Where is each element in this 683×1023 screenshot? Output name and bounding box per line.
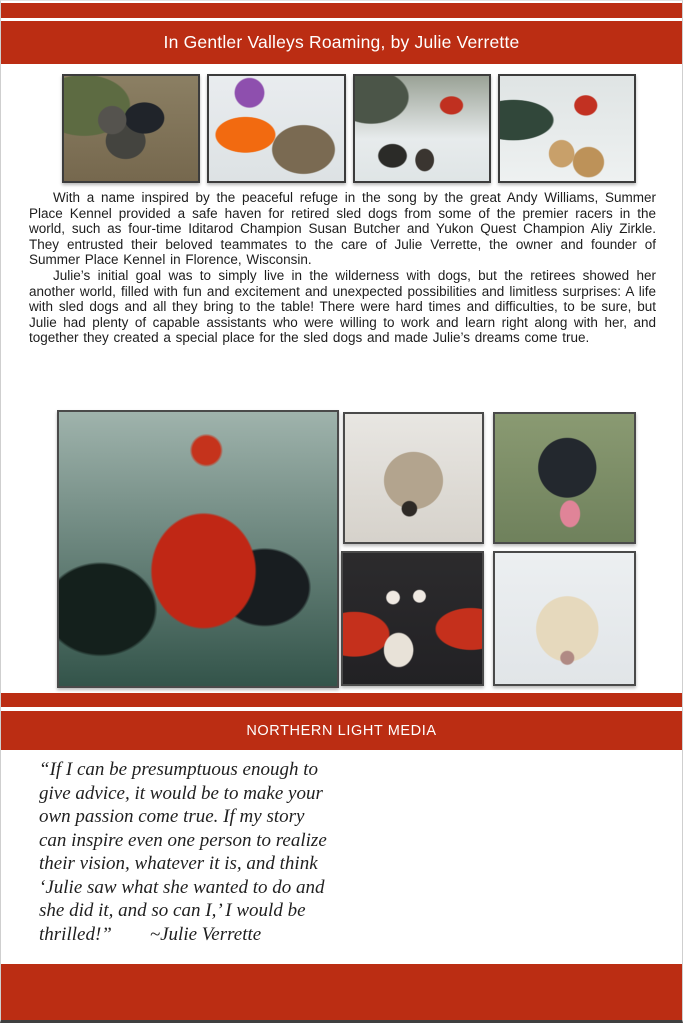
photo-child-petting-dog [207, 74, 345, 183]
top-photo-row [62, 74, 636, 183]
media-accent-strip [1, 693, 682, 707]
article-paragraph-1: With a name inspired by the peaceful refuge in the song by the great Andy Williams, Summer Place Kennel provided a safe haven for retired sled dogs from some of the premier racers in the world, such as four-time Iditarod Champion Susan Butcher and Yukon Quest Champion Aliy Zirkle. They entrusted their beloved teammates to the care of Julie Verrette, the owner and founder of Summer Place Kennel in Florence, Wisconsin. [29, 190, 656, 268]
photo-gray-husky-portrait [343, 412, 484, 544]
photo-two-sled-dogs-running [62, 74, 200, 183]
quote-line: can inspire even one person to realize [39, 829, 327, 851]
title-band [1, 21, 682, 64]
photo-person-with-puppies [498, 74, 636, 183]
photo-white-dog-snow [493, 551, 636, 686]
photo-julie-with-dogs [57, 410, 339, 688]
bottom-accent-band [1, 964, 682, 1020]
top-accent-strip [1, 3, 682, 18]
photo-dog-sled-team [353, 74, 491, 183]
quote-line: their vision, whatever it is, and think [39, 853, 318, 874]
quote-line: “If I can be presumptuous enough to [39, 759, 318, 780]
julie-quote [39, 758, 327, 946]
photo-black-white-husky-tongue [493, 412, 636, 544]
photo-collage [57, 410, 637, 688]
article-text [29, 190, 656, 346]
quote-line: own passion come true. If my story [39, 806, 305, 827]
publisher-name: NORTHERN LIGHT MEDIA [246, 722, 437, 739]
page-title: In Gentler Valleys Roaming, by Julie Verrette [163, 32, 520, 52]
media-band [1, 711, 682, 750]
article-paragraph-2: Julie’s initial goal was to simply live in the wilderness with dogs, but the retirees showed her another world, filled with fun and excitement and unexpected possibilities and limitless surprises: A life with sled dogs and all they bring to the table! There were hard times and difficulties, to be sure, but Julie had plenty of capable assistants who were willing to work and learn right along with her, and together they created a special place for the sled dogs and made Julie’s dreams come true. [29, 267, 656, 346]
quote-line: she did it, and so can I,’ I would be [39, 900, 306, 921]
quote-line: ‘Julie saw what she wanted to do and [39, 876, 325, 898]
photo-black-dog-red-jacket [341, 551, 484, 686]
quote-line-attribution: thrilled!” ~Julie Verrette [39, 923, 262, 945]
quote-line: give advice, it would be to make your [39, 782, 323, 804]
